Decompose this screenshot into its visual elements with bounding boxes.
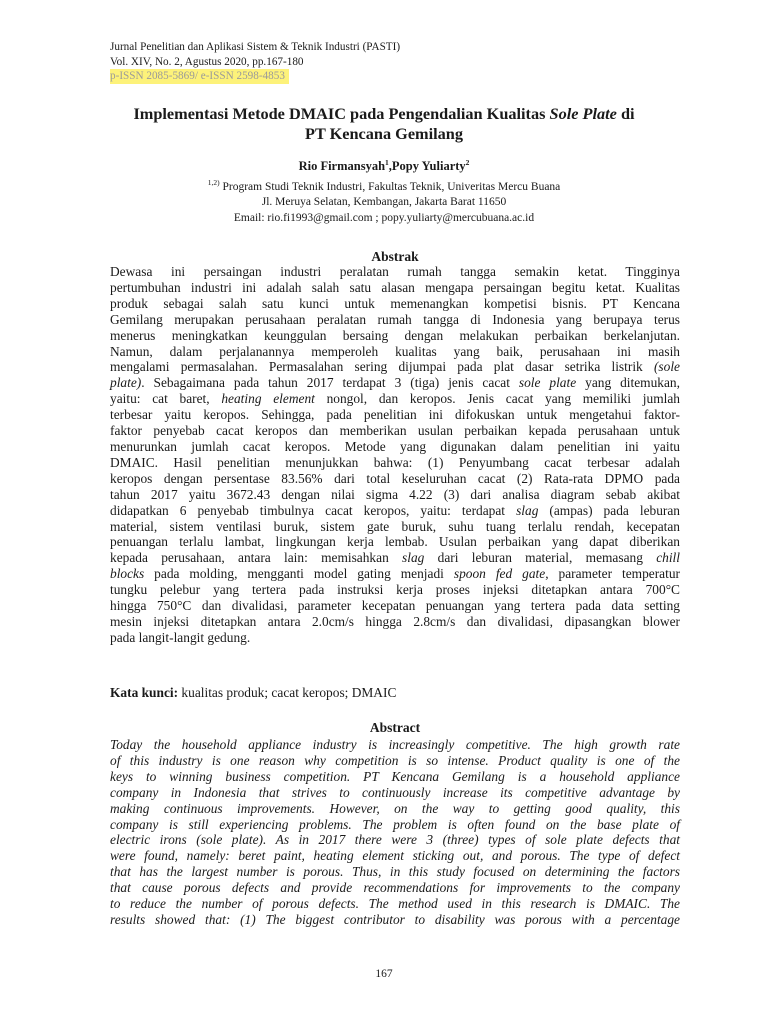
abstrak-line: blocks pada molding, mengganti model gating menjadi spoon fed gate, parameter temperatur xyxy=(110,566,681,582)
abstrak-line: terbesar yaitu keropos. Sehingga, pada penelitian ini difokuskan untuk mengetahui faktor- xyxy=(110,407,680,423)
journal-header xyxy=(110,40,400,84)
author-affiliation: $^{1,2)}$ Program Studi Teknik Industri, Fakultas Teknik, Univeritas Mercu Buana xyxy=(207,177,561,193)
keywords xyxy=(110,685,396,701)
abstrak-line: mengalami permasalahan. Permasalahan sering dijumpai pada plat dasar setrika listrik (sole xyxy=(110,359,680,375)
abstrak-line: tahun 2017 yaitu 3672.43 dengan nilai sigma 4.22 (3) dari analisa diagram sebab akibat xyxy=(110,486,680,502)
title-line-2: PT Kencana Gemilang xyxy=(305,124,463,143)
journal-name: Jurnal Penelitian dan Aplikasi Sistem & Teknik Industri (PASTI) xyxy=(110,41,401,53)
abstract-body xyxy=(110,737,680,928)
abstract-line: of this industry is one reason why competition is so intense. Product quality is one of the xyxy=(110,752,680,768)
abstract-line: keys to winning business competition. PT Kencana Gemilang is a household appliance xyxy=(110,768,680,784)
abstract-line: results showed that: (1) The biggest contributor to disability was porous with a percentage xyxy=(110,911,680,927)
author-block xyxy=(110,155,658,226)
abstrak-line: mesin injeksi ditetapkan antara 2.0cm/s hingga 2.8cm/s dan divalidasi, dipasangkan blower xyxy=(110,613,680,629)
author-address: Jl. Meruya Selatan, Kembangan, Jakarta Barat 11650 xyxy=(261,196,507,209)
abstrak-line: yaitu: cat baret, heating element nongol, dan keropos. Jenis cacat yang memiliki jumlah xyxy=(110,391,680,407)
author-names: Rio Firmansyah$^1$,Popy Yuliarty$^2$ xyxy=(298,158,470,174)
abstrak-body xyxy=(110,264,680,646)
abstract-line: company is still experiencing problems. The problem is often found on the base plate of xyxy=(110,816,680,832)
abstract-line: making continuous improvements. However, on the way to getting good quality, this xyxy=(110,800,680,816)
abstrak-line: Gemilang merupakan perusahaan peralatan rumah tangga di Indonesia yang berupaya terus xyxy=(110,311,680,327)
abstract-line: were found, namely: beret paint, heating element sticking out, and porous. The type of defect xyxy=(110,848,680,864)
abstrak-line: pada langit-langit gedung. xyxy=(110,629,251,645)
abstract-line: company in Indonesia that strives to continuously increase its competitive advantage by xyxy=(110,784,680,800)
abstrak-line: menurunkan jumlah cacat keropos. Metode yang digunakan dalam penelitian ini yaitu xyxy=(110,438,680,454)
abstract-line: that cause porous defects and provide recommendations for improvements to the company xyxy=(110,880,680,896)
abstrak-line: hingga 750°C dan divalidasi, parameter kecepatan penuangan yang tertera pada data setting xyxy=(110,598,680,614)
author-email: Email: rio.fi1993@gmail.com ; popy.yuliarty@mercubuana.ac.id xyxy=(233,211,535,224)
abstrak-line: kepada perusahaan, antara lain: memisahkan slag dari leburan material, memasang chill xyxy=(110,550,680,566)
abstrak-line: faktor penyebab cacat keropos dan memberikan usulan perbaikan kepada perusahaan untuk xyxy=(110,423,680,439)
abstract-line: that has the largest number is porous. Thus, in this study focused on determining the factors xyxy=(110,864,680,880)
abstrak-line: menerus meningkatkan keunggulan bersaing dengan melakukan perbaikan berkelanjutan. xyxy=(110,327,680,343)
keywords-label: Kata kunci: xyxy=(110,685,179,700)
abstrak-line: tungku pelebur yang tertera pada instruksi kerja proses injeksi ditetapkan antara 700°C xyxy=(110,582,680,598)
abstract-line: to reduce the number of porous defects. The method used in this research is DMAIC. The xyxy=(110,896,680,912)
abstrak-line: produk sebagai salah satu kunci untuk memenangkan kompetisi bisnis. PT Kencana xyxy=(110,295,680,311)
abstrak-line: Dewasa ini persaingan industri peralatan rumah tangga semakin ketat. Tingginya xyxy=(110,264,680,279)
journal-volume: Vol. XIV, No. 2, Agustus 2020, pp.167-180 xyxy=(110,55,304,68)
keywords-value: kualitas produk; cacat keropos; DMAIC xyxy=(178,685,397,700)
issn-highlight: p-ISSN 2085-5869/ e-ISSN 2598-4853 xyxy=(110,69,289,84)
abstrak-line: penuangan terlalu lambat, lingkungan kerja lembab. Usulan perbaikan yang dapat diberikan xyxy=(110,534,680,550)
abstrak-line: keropos dengan persentase 83.56% dari total keseluruhan cacat (2) Rata-rata DPMO pada xyxy=(110,470,680,486)
abstrak-line: didapatkan 6 penyebab timbulnya cacat keropos, yaitu: terdapat slag (ampas) pada leburan xyxy=(110,502,681,518)
abstract-line: electric irons (sole plate). As in 2017 there were 3 (three) types of sole plate defects that xyxy=(110,832,680,848)
abstract-heading: Abstract xyxy=(369,720,421,735)
abstrak-line: Namun, dalam perjalanannya memperoleh kualitas yang baik, perusahaan ini masih xyxy=(110,343,680,359)
abstrak-heading: Abstrak xyxy=(371,249,419,264)
abstrak-line: plate). Sebagaimana pada tahun 2017 terdapat 3 (tiga) jenis cacat sole plate yang ditemukan, xyxy=(110,375,680,391)
abstract-line: Today the household appliance industry is increasingly competitive. The high growth rate xyxy=(110,737,680,752)
abstrak-line: DMAIC. Hasil penelitian menunjukkan bahwa: (1) Penyumbang cacat terbesar adalah xyxy=(110,454,680,470)
title-line-1: Implementasi Metode DMAIC pada Pengendalian Kualitas Sole Plate di xyxy=(133,104,635,123)
paper-title xyxy=(90,104,678,144)
abstrak-line: pertumbuhan industri ini adalah salah satu alasan mengapa persaingan begitu ketat. Kualitas xyxy=(110,279,680,295)
page-number: 167 xyxy=(375,968,393,980)
abstrak-line: material, sistem ventilasi buruk, sistem gate buruk, suhu tuang terlalu rendah, kecepatan xyxy=(110,518,680,534)
